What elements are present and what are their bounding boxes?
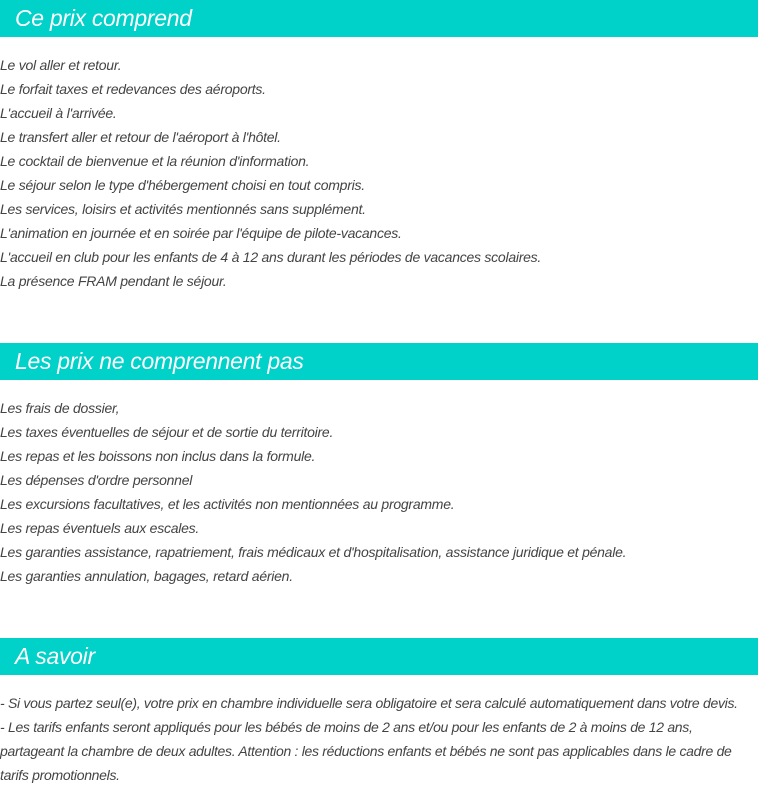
not-included-item: Les repas éventuels aux escales. <box>0 520 200 536</box>
included-item: L'accueil à l'arrivée. <box>0 105 117 121</box>
section-header-good-to-know <box>0 638 758 675</box>
section-title-good-to-know: A savoir <box>15 643 95 669</box>
not-included-item: Les excursions facultatives, et les activités non mentionnées au programme. <box>0 496 455 512</box>
not-included-item: Les garanties annulation, bagages, retard aérien. <box>0 568 293 584</box>
section-title-not-included: Les prix ne comprennent pas <box>15 348 304 374</box>
not-included-item: Les taxes éventuelles de séjour et de sortie du territoire. <box>0 424 334 440</box>
section-header-not-included <box>0 343 758 380</box>
not-included-item: Les frais de dossier, <box>0 400 120 416</box>
not-included-item: Les repas et les boissons non inclus dans la formule. <box>0 448 316 464</box>
not-included-item: Les dépenses d'ordre personnel <box>0 472 193 488</box>
included-item: Le transfert aller et retour de l'aéroport à l'hôtel. <box>0 129 281 145</box>
not-included-item: Les garanties assistance, rapatriement, frais médicaux et d'hospitalisation, assistance juridique et pénale. <box>0 544 627 560</box>
good-to-know-body <box>0 691 758 787</box>
included-item: L'accueil en club pour les enfants de 4 à 12 ans durant les périodes de vacances scolaires. <box>0 249 542 265</box>
included-item: La présence FRAM pendant le séjour. <box>0 273 227 289</box>
good-to-know-paragraph: - Si vous partez seul(e), votre prix en chambre individuelle sera obligatoire et sera calculé automatiquement dans votre devis. <box>0 695 738 711</box>
included-list <box>0 53 541 293</box>
included-item: Le forfait taxes et redevances des aéroports. <box>0 81 266 97</box>
not-included-list <box>0 396 626 588</box>
included-item: Le cocktail de bienvenue et la réunion d'information. <box>0 153 310 169</box>
included-item: Le vol aller et retour. <box>0 57 122 73</box>
included-item: L'animation en journée et en soirée par l'équipe de pilote-vacances. <box>0 225 402 241</box>
section-header-included <box>0 0 758 37</box>
section-title-included: Ce prix comprend <box>15 5 192 31</box>
included-item: Les services, loisirs et activités mentionnés sans supplément. <box>0 201 366 217</box>
included-item: Le séjour selon le type d'hébergement choisi en tout compris. <box>0 177 365 193</box>
good-to-know-paragraph: - Les tarifs enfants seront appliqués pour les bébés de moins de 2 ans et/ou pour les enfants de 2 à moins de 12 ans, partageant la chambre de deux adultes. Attention : les réductions enfants et bébés ne sont pas applicables dans le cadre de tarifs promotionnels. <box>0 719 732 783</box>
